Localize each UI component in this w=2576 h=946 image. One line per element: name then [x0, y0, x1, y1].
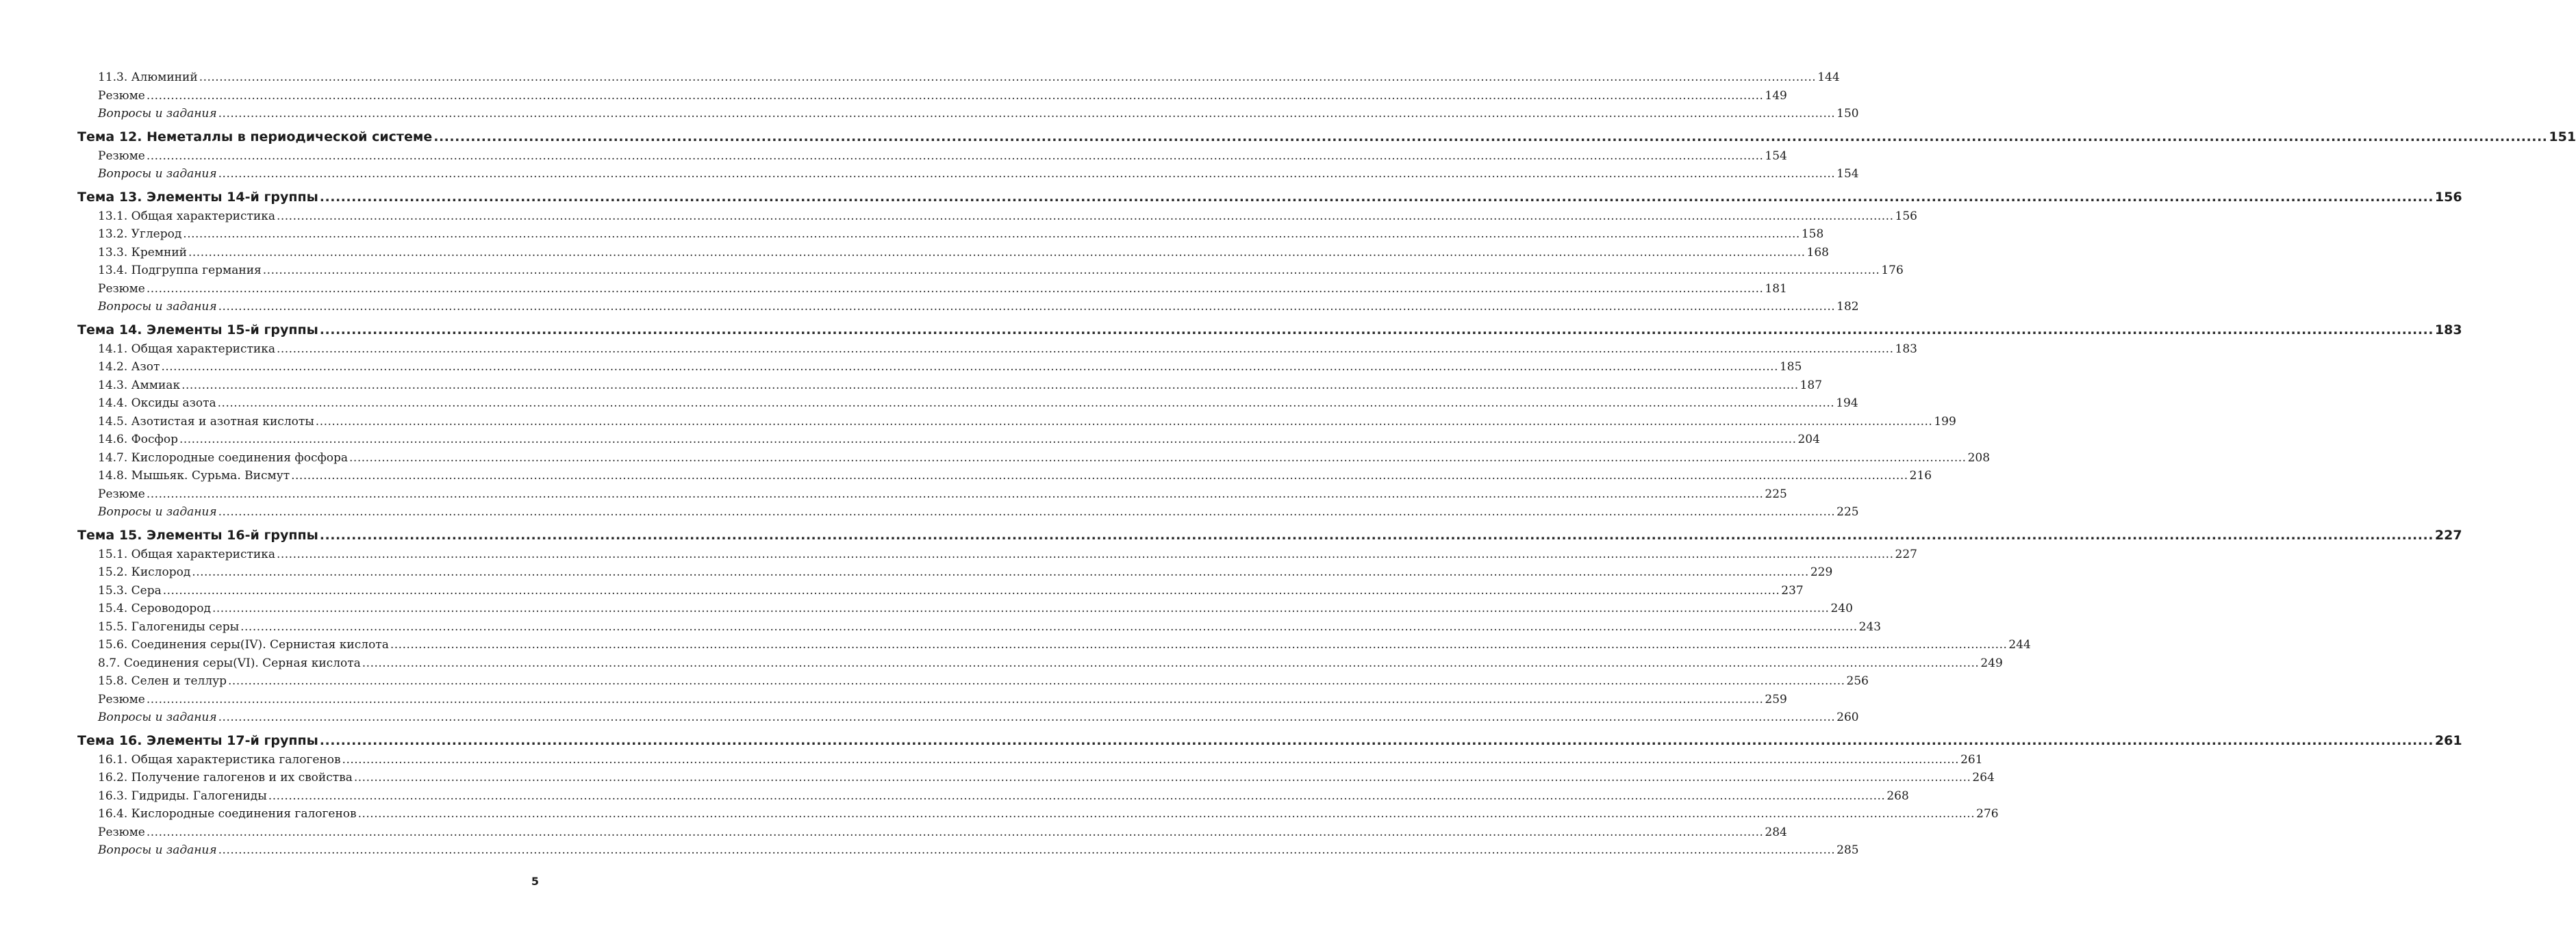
toc-entry-title: 15.2. Кислород [98, 565, 191, 579]
toc-entry-row [77, 207, 1917, 226]
toc-entry-title: Резюме [98, 692, 145, 706]
toc-entry-page: 237 [1781, 583, 1804, 598]
toc-leader-dots: ................................................................................................................................................................................................................................................................................................................................................................................................................ [276, 209, 1894, 223]
toc-entry-title: Вопросы и задания [98, 107, 217, 120]
toc-entry-row [77, 823, 1787, 842]
toc-entry-page: 284 [1765, 825, 1787, 839]
toc-entry-row [77, 394, 1858, 413]
toc-leader-dots: ................................................................................................................................................................................................................................................................................................................................................................................................................ [181, 378, 1799, 392]
toc-entry-page: 150 [1836, 107, 1859, 120]
toc-entry-page: 268 [1886, 789, 1909, 803]
toc-leader-dots: ................................................................................................................................................................................................................................................................................................................................................................................................................ [390, 638, 2008, 652]
toc-entry-row [77, 431, 1820, 449]
toc-leader-dots: ................................................................................................................................................................................................................................................................................................................................................................................................................ [183, 227, 1800, 241]
toc-entry-page: 259 [1765, 692, 1787, 706]
toc-entry-row [77, 769, 1995, 787]
toc-entry-page: 256 [1846, 674, 1869, 688]
toc-leader-dots: ................................................................................................................................................................................................................................................................................................................................................................................................................ [199, 71, 1817, 84]
page-number: 5 [531, 875, 539, 888]
toc-entry-row [77, 708, 1859, 727]
toc-leader-dots: ................................................................................................................................................................................................................................................................................................................................................................................................................ [362, 656, 1980, 670]
toc-entry-page: 176 [1881, 264, 1904, 277]
toc-entry-title: Резюме [98, 149, 145, 163]
toc-entry-title: Тема 12. Неметаллы в периодической системе [77, 129, 433, 144]
toc-entry-page: 144 [1817, 71, 1840, 84]
toc-leader-dots: ................................................................................................................................................................................................................................................................................................................................................................................................................ [218, 711, 1836, 724]
toc-leader-dots: ................................................................................................................................................................................................................................................................................................................................................................................................................ [353, 771, 1971, 784]
toc-entry-page: 261 [2434, 732, 2462, 748]
toc-entry-title: 15.8. Селен и теллур [98, 674, 227, 688]
toc-entry-title: 13.4. Подгруппа германия [98, 264, 262, 277]
toc-entry-page: 276 [1976, 807, 1999, 821]
toc-entry-row [77, 563, 1833, 582]
toc-leader-dots: ................................................................................................................................................................................................................................................................................................................................................................................................................ [188, 245, 1806, 259]
toc-leader-dots: ................................................................................................................................................................................................................................................................................................................................................................................................................ [218, 505, 1836, 519]
toc-entry-title: 14.1. Общая характеристика [98, 342, 275, 356]
toc-entry-page: 156 [1895, 209, 1917, 223]
toc-leader-dots: ................................................................................................................................................................................................................................................................................................................................................................................................................ [319, 322, 2434, 337]
toc-entry-page: 154 [1836, 167, 1859, 181]
toc-entry-title: 13.2. Углерод [98, 227, 182, 241]
toc-leader-dots: ................................................................................................................................................................................................................................................................................................................................................................................................................ [146, 281, 1764, 296]
toc-entry-page: 194 [1836, 396, 1858, 410]
toc-leader-dots: ................................................................................................................................................................................................................................................................................................................................................................................................................ [276, 342, 1894, 356]
toc-leader-dots: ................................................................................................................................................................................................................................................................................................................................................................................................................ [146, 692, 1764, 706]
toc-leader-dots: ................................................................................................................................................................................................................................................................................................................................................................................................................ [240, 619, 1858, 634]
toc-entry-title: Вопросы и задания [98, 843, 217, 857]
toc-entry-title: 11.3. Алюминий [98, 71, 198, 84]
toc-leader-dots: ................................................................................................................................................................................................................................................................................................................................................................................................................ [146, 149, 1764, 163]
toc-leader-dots: ................................................................................................................................................................................................................................................................................................................................................................................................................ [268, 789, 1886, 803]
toc-topic-row [77, 522, 2462, 546]
toc-leader-dots: ................................................................................................................................................................................................................................................................................................................................................................................................................ [291, 469, 1908, 483]
toc-entry-title: Резюме [98, 88, 145, 103]
toc-leader-dots: ................................................................................................................................................................................................................................................................................................................................................................................................................ [212, 602, 1830, 615]
toc-leader-dots: ................................................................................................................................................................................................................................................................................................................................................................................................................ [146, 825, 1764, 839]
toc-leader-dots: ................................................................................................................................................................................................................................................................................................................................................................................................................ [146, 88, 1764, 103]
toc-entry-row [77, 449, 1991, 468]
toc-leader-dots: ................................................................................................................................................................................................................................................................................................................................................................................................................ [218, 843, 1836, 857]
toc-entry-row [77, 376, 1823, 395]
toc-entry-title: Резюме [98, 825, 145, 839]
toc-entry-title: 14.2. Азот [98, 360, 160, 374]
toc-entry-page: 249 [1980, 656, 2003, 670]
toc-entry-row [77, 503, 1859, 522]
toc-entry-page: 244 [2008, 638, 2031, 652]
toc-entry-row [77, 413, 1956, 431]
toc-entry-row [77, 358, 1802, 376]
toc-leader-dots: ................................................................................................................................................................................................................................................................................................................................................................................................................ [433, 129, 2548, 144]
toc-entry-page: 185 [1779, 360, 1802, 374]
toc-entry-title: 15.4. Сероводород [98, 602, 211, 615]
toc-entry-title: Вопросы и задания [98, 300, 217, 314]
toc-entry-title: Вопросы и задания [98, 167, 217, 181]
toc-entry-page: 183 [2434, 322, 2462, 337]
toc-topic-row [77, 316, 2462, 340]
toc-entry-row [77, 787, 1909, 806]
toc-entry-page: 199 [1934, 414, 1956, 429]
toc-entry-title: 14.8. Мышьяк. Сурьма. Висмут [98, 469, 290, 483]
toc-entry-page: 208 [1967, 450, 1991, 465]
toc-leader-dots: ................................................................................................................................................................................................................................................................................................................................................................................................................ [315, 414, 1933, 429]
toc-leader-dots: ................................................................................................................................................................................................................................................................................................................................................................................................................ [319, 189, 2434, 205]
toc-entry-row [77, 147, 1787, 166]
toc-entry-page: 216 [1909, 469, 1932, 483]
toc-entry-title: 15.6. Соединения серы(IV). Сернистая кислота [98, 638, 389, 652]
toc-entry-title: 15.5. Галогениды серы [98, 619, 240, 634]
toc-entry-row [77, 280, 1787, 298]
toc-entry-page: 156 [2434, 189, 2462, 205]
toc-leader-dots: ................................................................................................................................................................................................................................................................................................................................................................................................................ [218, 300, 1836, 314]
toc-topic-row [77, 183, 2462, 207]
toc-entry-title: 14.7. Кислородные соединения фосфора [98, 450, 349, 465]
toc-entry-row [77, 105, 1859, 123]
toc-entry-row [77, 582, 1804, 600]
toc-entry-title: 16.3. Гидриды. Галогениды [98, 789, 267, 803]
toc-leader-dots: ................................................................................................................................................................................................................................................................................................................................................................................................................ [342, 752, 1960, 767]
toc-entry-title: 16.4. Кислородные соединения галогенов [98, 807, 357, 821]
toc-leader-dots: ................................................................................................................................................................................................................................................................................................................................................................................................................ [228, 674, 1845, 688]
toc-entry-row [77, 805, 1999, 823]
toc-entry-row [77, 691, 1787, 709]
toc-entry-page: 264 [1972, 771, 1995, 784]
toc-leader-dots: ................................................................................................................................................................................................................................................................................................................................................................................................................ [179, 433, 1797, 446]
toc-entry-row [77, 618, 1882, 637]
toc-entry-page: 168 [1806, 245, 1829, 259]
toc-entry-title: Вопросы и задания [98, 505, 217, 519]
toc-entry-title: 15.3. Сера [98, 583, 162, 598]
toc-leader-dots: ................................................................................................................................................................................................................................................................................................................................................................................................................ [349, 450, 1967, 465]
table-of-contents [77, 68, 2576, 860]
toc-entry-page: 204 [1797, 433, 1820, 446]
toc-leader-dots: ................................................................................................................................................................................................................................................................................................................................................................................................................ [319, 732, 2434, 748]
toc-entry-row [77, 600, 1853, 618]
toc-topic-row [77, 727, 2462, 751]
toc-entry-row [77, 261, 1904, 280]
toc-entry-title: 8.7. Соединения серы(VI). Серная кислота [98, 656, 361, 670]
toc-entry-page: 181 [1765, 281, 1787, 296]
toc-leader-dots: ................................................................................................................................................................................................................................................................................................................................................................................................................ [192, 565, 1809, 579]
toc-entry-page: 187 [1800, 378, 1823, 392]
toc-entry-row [77, 87, 1787, 105]
toc-entry-page: 225 [1836, 505, 1859, 519]
toc-leader-dots: ................................................................................................................................................................................................................................................................................................................................................................................................................ [217, 396, 1835, 410]
toc-entry-row [77, 68, 1840, 87]
toc-entry-page: 225 [1765, 487, 1787, 501]
toc-entry-row [77, 225, 1824, 244]
toc-entry-row [77, 165, 1859, 183]
toc-entry-row [77, 636, 2031, 654]
toc-entry-row [77, 340, 1917, 359]
toc-entry-page: 227 [2434, 527, 2462, 543]
toc-leader-dots: ................................................................................................................................................................................................................................................................................................................................................................................................................ [319, 527, 2434, 543]
toc-entry-title: 16.2. Получение галогенов и их свойства [98, 771, 353, 784]
toc-entry-row [77, 467, 1932, 485]
toc-entry-page: 243 [1858, 619, 1882, 634]
toc-leader-dots: ................................................................................................................................................................................................................................................................................................................................................................................................................ [218, 107, 1836, 120]
toc-entry-row [77, 244, 1829, 262]
toc-entry-title: Вопросы и задания [98, 711, 217, 724]
toc-entry-row [77, 546, 1917, 564]
toc-entry-title: Тема 16. Элементы 17-й группы [77, 732, 318, 748]
toc-leader-dots: ................................................................................................................................................................................................................................................................................................................................................................................................................ [276, 547, 1894, 561]
toc-leader-dots: ................................................................................................................................................................................................................................................................................................................................................................................................................ [161, 360, 1778, 374]
toc-entry-page: 260 [1836, 711, 1859, 724]
toc-entry-page: 240 [1830, 602, 1853, 615]
toc-entry-title: Тема 14. Элементы 15-й группы [77, 322, 318, 337]
toc-topic-row [77, 123, 2576, 147]
toc-entry-row [77, 298, 1859, 316]
toc-entry-title: Резюме [98, 487, 145, 501]
toc-entry-row [77, 654, 2003, 673]
toc-entry-title: Резюме [98, 281, 145, 296]
toc-entry-title: 13.1. Общая характеристика [98, 209, 275, 223]
toc-leader-dots: ................................................................................................................................................................................................................................................................................................................................................................................................................ [262, 264, 1880, 277]
toc-entry-page: 285 [1836, 843, 1859, 857]
toc-entry-row [77, 841, 1859, 860]
toc-entry-title: 14.5. Азотистая и азотная кислоты [98, 414, 314, 429]
toc-entry-title: 14.4. Оксиды азота [98, 396, 216, 410]
toc-entry-title: 13.3. Кремний [98, 245, 187, 259]
toc-entry-row [77, 672, 1869, 691]
toc-entry-title: Тема 15. Элементы 16-й группы [77, 527, 318, 543]
toc-entry-title: 14.6. Фосфор [98, 433, 178, 446]
toc-leader-dots: ................................................................................................................................................................................................................................................................................................................................................................................................................ [162, 583, 1780, 598]
toc-entry-page: 182 [1836, 300, 1859, 314]
toc-entry-title: 15.1. Общая характеристика [98, 547, 275, 561]
toc-entry-page: 151 [2549, 129, 2576, 144]
toc-entry-row [77, 751, 1983, 769]
toc-entry-page: 158 [1801, 227, 1824, 241]
toc-entry-page: 227 [1895, 547, 1917, 561]
toc-entry-title: 14.3. Аммиак [98, 378, 181, 392]
toc-entry-page: 154 [1765, 149, 1787, 163]
toc-leader-dots: ................................................................................................................................................................................................................................................................................................................................................................................................................ [146, 487, 1764, 501]
toc-entry-title: 16.1. Общая характеристика галогенов [98, 752, 341, 767]
toc-leader-dots: ................................................................................................................................................................................................................................................................................................................................................................................................................ [218, 167, 1836, 181]
toc-entry-title: Тема 13. Элементы 14-й группы [77, 189, 318, 205]
toc-entry-page: 183 [1895, 342, 1917, 356]
toc-entry-row [77, 485, 1787, 504]
toc-entry-page: 261 [1960, 752, 1983, 767]
toc-entry-page: 229 [1810, 565, 1833, 579]
toc-leader-dots: ................................................................................................................................................................................................................................................................................................................................................................................................................ [357, 807, 1975, 821]
toc-entry-page: 149 [1765, 88, 1787, 103]
